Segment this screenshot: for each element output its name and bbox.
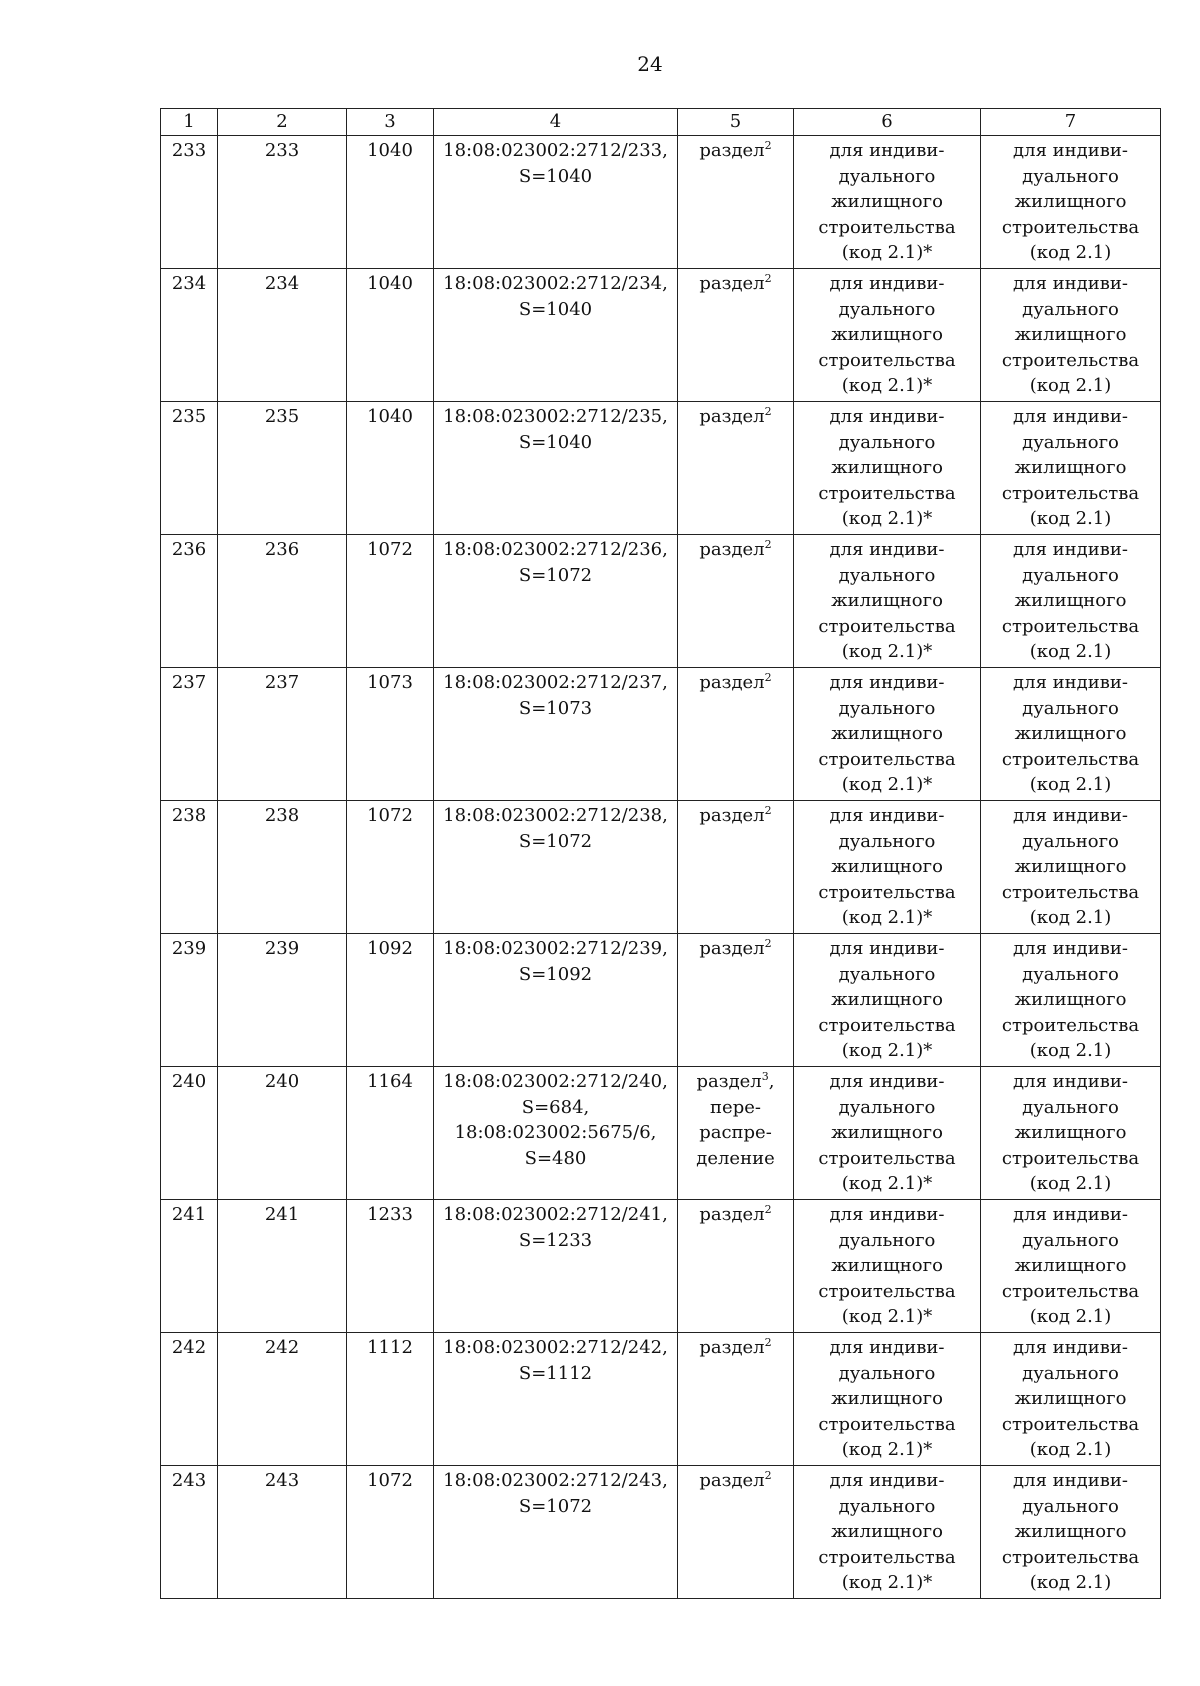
plot-id-cell [218, 402, 347, 535]
permitted-use-cell [794, 1333, 981, 1466]
formation-method-text: раздел [699, 1204, 765, 1225]
column-header: 4 [434, 109, 678, 136]
permitted-use-cell [794, 668, 981, 801]
plot-number-text: 240 [171, 1071, 207, 1092]
permitted-use-text: для индиви- дуального жилищного строительства (код 2.1)* [818, 1470, 956, 1593]
table-row [161, 269, 1161, 402]
cadastral-number-text: 18:08:023002:2712/233, S=1040 [443, 140, 668, 187]
permitted-use-classifier-text: для индиви- дуального жилищного строительства (код 2.1) [1001, 140, 1140, 263]
permitted-use-text: для индиви- дуального жилищного строительства (код 2.1)* [818, 406, 956, 529]
cadastral-number-cell [434, 136, 678, 269]
cadastral-number-cell [434, 934, 678, 1067]
permitted-use-text: для индиви- дуального жилищного строительства (код 2.1)* [818, 1071, 956, 1194]
plot-id-text: 233 [264, 140, 300, 161]
formation-method-cell [678, 1200, 794, 1333]
plot-id-text: 242 [264, 1337, 300, 1358]
permitted-use-text: для индиви- дуального жилищного строительства (код 2.1)* [818, 1337, 956, 1460]
permitted-use-classifier-cell [981, 668, 1161, 801]
permitted-use-classifier-text: для индиви- дуального жилищного строительства (код 2.1) [1001, 273, 1140, 396]
footnote-marker: 2 [764, 1203, 772, 1216]
table-row [161, 402, 1161, 535]
area-cell [347, 535, 434, 668]
cadastral-number-text: 18:08:023002:2712/235, S=1040 [443, 406, 668, 453]
plot-number-cell [161, 535, 218, 668]
area-cell [347, 801, 434, 934]
footnote-marker: 2 [764, 1336, 772, 1349]
cadastral-number-cell [434, 269, 678, 402]
column-header: 7 [981, 109, 1161, 136]
footnote-marker: 2 [764, 538, 772, 551]
plot-id-text: 234 [264, 273, 300, 294]
formation-method-cell [678, 934, 794, 1067]
formation-method-cell [678, 1333, 794, 1466]
plot-number-cell [161, 934, 218, 1067]
column-header: 1 [161, 109, 218, 136]
footnote-marker: 2 [764, 804, 772, 817]
permitted-use-classifier-cell [981, 269, 1161, 402]
formation-method-cell [678, 1466, 794, 1599]
permitted-use-classifier-text: для индиви- дуального жилищного строительства (код 2.1) [1001, 672, 1140, 795]
permitted-use-classifier-text: для индиви- дуального жилищного строительства (код 2.1) [1001, 539, 1140, 662]
plot-id-cell [218, 535, 347, 668]
permitted-use-classifier-cell [981, 1333, 1161, 1466]
plot-id-cell [218, 1333, 347, 1466]
footnote-marker: 2 [764, 139, 772, 152]
permitted-use-cell [794, 801, 981, 934]
plot-number-text: 233 [171, 140, 207, 161]
formation-method-cell [678, 402, 794, 535]
area-text: 1072 [367, 805, 413, 826]
area-cell [347, 668, 434, 801]
formation-method-cell [678, 535, 794, 668]
plot-number-text: 237 [171, 672, 207, 693]
cadastral-number-text: 18:08:023002:2712/243, S=1072 [443, 1470, 668, 1517]
page-number: 24 [637, 52, 663, 76]
permitted-use-classifier-text: для индиви- дуального жилищного строительства (код 2.1) [1001, 938, 1140, 1061]
plot-id-text: 240 [264, 1071, 300, 1092]
table-row [161, 535, 1161, 668]
permitted-use-cell [794, 136, 981, 269]
permitted-use-classifier-text: для индиви- дуального жилищного строительства (код 2.1) [1001, 1071, 1140, 1194]
table-row [161, 136, 1161, 269]
plot-id-cell [218, 1466, 347, 1599]
permitted-use-classifier-cell [981, 1067, 1161, 1200]
permitted-use-text: для индиви- дуального жилищного строительства (код 2.1)* [818, 1204, 956, 1327]
table-row [161, 934, 1161, 1067]
footnote-marker: 2 [764, 937, 772, 950]
cadastral-number-cell [434, 1067, 678, 1200]
footnote-marker: 2 [764, 671, 772, 684]
table-body [161, 136, 1161, 1599]
footnote-marker: 2 [764, 1469, 772, 1482]
cadastral-number-cell [434, 668, 678, 801]
plot-number-text: 235 [171, 406, 207, 427]
plot-number-cell [161, 1333, 218, 1466]
formation-method-text: раздел [699, 140, 765, 161]
area-cell [347, 402, 434, 535]
plot-id-cell [218, 1067, 347, 1200]
cadastral-number-cell [434, 1200, 678, 1333]
formation-method-text: раздел [699, 539, 765, 560]
plot-number-text: 242 [171, 1337, 207, 1358]
cadastral-number-text: 18:08:023002:2712/238, S=1072 [443, 805, 668, 852]
plot-number-cell [161, 402, 218, 535]
area-cell [347, 269, 434, 402]
column-header: 6 [794, 109, 981, 136]
cadastral-number-text: 18:08:023002:2712/237, S=1073 [443, 672, 668, 719]
permitted-use-cell [794, 934, 981, 1067]
permitted-use-text: для индиви- дуального жилищного строительства (код 2.1)* [818, 273, 956, 396]
permitted-use-classifier-text: для индиви- дуального жилищного строительства (код 2.1) [1001, 805, 1140, 928]
permitted-use-text: для индиви- дуального жилищного строительства (код 2.1)* [818, 672, 956, 795]
header-row [161, 109, 1161, 136]
formation-method-cell [678, 1067, 794, 1200]
cadastral-number-cell [434, 801, 678, 934]
permitted-use-classifier-cell [981, 1466, 1161, 1599]
column-header: 3 [347, 109, 434, 136]
area-text: 1092 [367, 938, 413, 959]
area-cell [347, 1466, 434, 1599]
plot-number-cell [161, 668, 218, 801]
area-text: 1233 [367, 1204, 413, 1225]
plot-id-cell [218, 269, 347, 402]
footnote-marker: 2 [764, 272, 772, 285]
table-row [161, 1333, 1161, 1466]
plot-number-cell [161, 269, 218, 402]
permitted-use-classifier-text: для индиви- дуального жилищного строительства (код 2.1) [1001, 1470, 1140, 1593]
permitted-use-classifier-text: для индиви- дуального жилищного строительства (код 2.1) [1001, 406, 1140, 529]
permitted-use-cell [794, 269, 981, 402]
area-cell [347, 1067, 434, 1200]
formation-method-cell [678, 136, 794, 269]
area-text: 1164 [367, 1071, 413, 1092]
cadastral-number-cell [434, 1466, 678, 1599]
land-plots-table [160, 108, 1161, 1599]
area-text: 1040 [367, 140, 413, 161]
permitted-use-cell [794, 1067, 981, 1200]
formation-method-text: раздел [699, 1337, 765, 1358]
permitted-use-text: для индиви- дуального жилищного строительства (код 2.1)* [818, 539, 956, 662]
plot-id-cell [218, 668, 347, 801]
permitted-use-classifier-cell [981, 136, 1161, 269]
permitted-use-classifier-text: для индиви- дуального жилищного строительства (код 2.1) [1001, 1337, 1140, 1460]
table-row [161, 801, 1161, 934]
plot-number-cell [161, 801, 218, 934]
plot-id-text: 237 [264, 672, 300, 693]
area-text: 1112 [367, 1337, 413, 1358]
area-cell [347, 136, 434, 269]
permitted-use-classifier-text: для индиви- дуального жилищного строительства (код 2.1) [1001, 1204, 1140, 1327]
permitted-use-cell [794, 1466, 981, 1599]
plot-id-text: 241 [264, 1204, 300, 1225]
permitted-use-cell [794, 1200, 981, 1333]
plot-id-cell [218, 136, 347, 269]
formation-method-cell [678, 269, 794, 402]
cadastral-number-cell [434, 402, 678, 535]
area-text: 1040 [367, 406, 413, 427]
area-cell [347, 1200, 434, 1333]
table-row [161, 1466, 1161, 1599]
cadastral-number-text: 18:08:023002:2712/240, S=684, 18:08:023002:5675/6, S=480 [443, 1071, 668, 1169]
cadastral-number-text: 18:08:023002:2712/236, S=1072 [443, 539, 668, 586]
table-row [161, 1200, 1161, 1333]
cadastral-number-cell [434, 1333, 678, 1466]
permitted-use-text: для индиви- дуального жилищного строительства (код 2.1)* [818, 140, 956, 263]
formation-method-extra: , пере- распре- деление [696, 1071, 775, 1169]
table-row [161, 1067, 1161, 1200]
area-text: 1073 [367, 672, 413, 693]
formation-method-cell [678, 668, 794, 801]
plot-number-text: 239 [171, 938, 207, 959]
column-header: 5 [678, 109, 794, 136]
formation-method-text: раздел [699, 273, 765, 294]
cadastral-number-cell [434, 535, 678, 668]
area-cell [347, 934, 434, 1067]
plot-id-text: 236 [264, 539, 300, 560]
permitted-use-cell [794, 535, 981, 668]
plot-id-text: 235 [264, 406, 300, 427]
formation-method-text: раздел [699, 406, 765, 427]
formation-method-text: раздел [696, 1071, 762, 1092]
plot-number-cell [161, 136, 218, 269]
plot-number-text: 234 [171, 273, 207, 294]
table-row [161, 668, 1161, 801]
plot-id-cell [218, 934, 347, 1067]
plot-number-cell [161, 1200, 218, 1333]
plot-id-text: 238 [264, 805, 300, 826]
area-text: 1072 [367, 539, 413, 560]
area-text: 1072 [367, 1470, 413, 1491]
plot-number-text: 236 [171, 539, 207, 560]
plot-id-text: 243 [264, 1470, 300, 1491]
cadastral-number-text: 18:08:023002:2712/239, S=1092 [443, 938, 668, 985]
plot-id-text: 239 [264, 938, 300, 959]
cadastral-number-text: 18:08:023002:2712/234, S=1040 [443, 273, 668, 320]
formation-method-text: раздел [699, 1470, 765, 1491]
permitted-use-classifier-cell [981, 1200, 1161, 1333]
plot-number-cell [161, 1466, 218, 1599]
plot-number-text: 243 [171, 1470, 207, 1491]
permitted-use-cell [794, 402, 981, 535]
plot-number-text: 238 [171, 805, 207, 826]
cadastral-number-text: 18:08:023002:2712/241, S=1233 [443, 1204, 668, 1251]
area-cell [347, 1333, 434, 1466]
permitted-use-classifier-cell [981, 535, 1161, 668]
permitted-use-text: для индиви- дуального жилищного строительства (код 2.1)* [818, 938, 956, 1061]
footnote-marker: 3 [761, 1070, 769, 1083]
footnote-marker: 2 [764, 405, 772, 418]
formation-method-text: раздел [699, 938, 765, 959]
permitted-use-classifier-cell [981, 934, 1161, 1067]
area-text: 1040 [367, 273, 413, 294]
permitted-use-text: для индиви- дуального жилищного строительства (код 2.1)* [818, 805, 956, 928]
plot-id-cell [218, 801, 347, 934]
plot-number-cell [161, 1067, 218, 1200]
formation-method-cell [678, 801, 794, 934]
plot-number-text: 241 [171, 1204, 207, 1225]
plot-id-cell [218, 1200, 347, 1333]
permitted-use-classifier-cell [981, 801, 1161, 934]
cadastral-number-text: 18:08:023002:2712/242, S=1112 [443, 1337, 668, 1384]
formation-method-text: раздел [699, 672, 765, 693]
column-header: 2 [218, 109, 347, 136]
permitted-use-classifier-cell [981, 402, 1161, 535]
formation-method-text: раздел [699, 805, 765, 826]
